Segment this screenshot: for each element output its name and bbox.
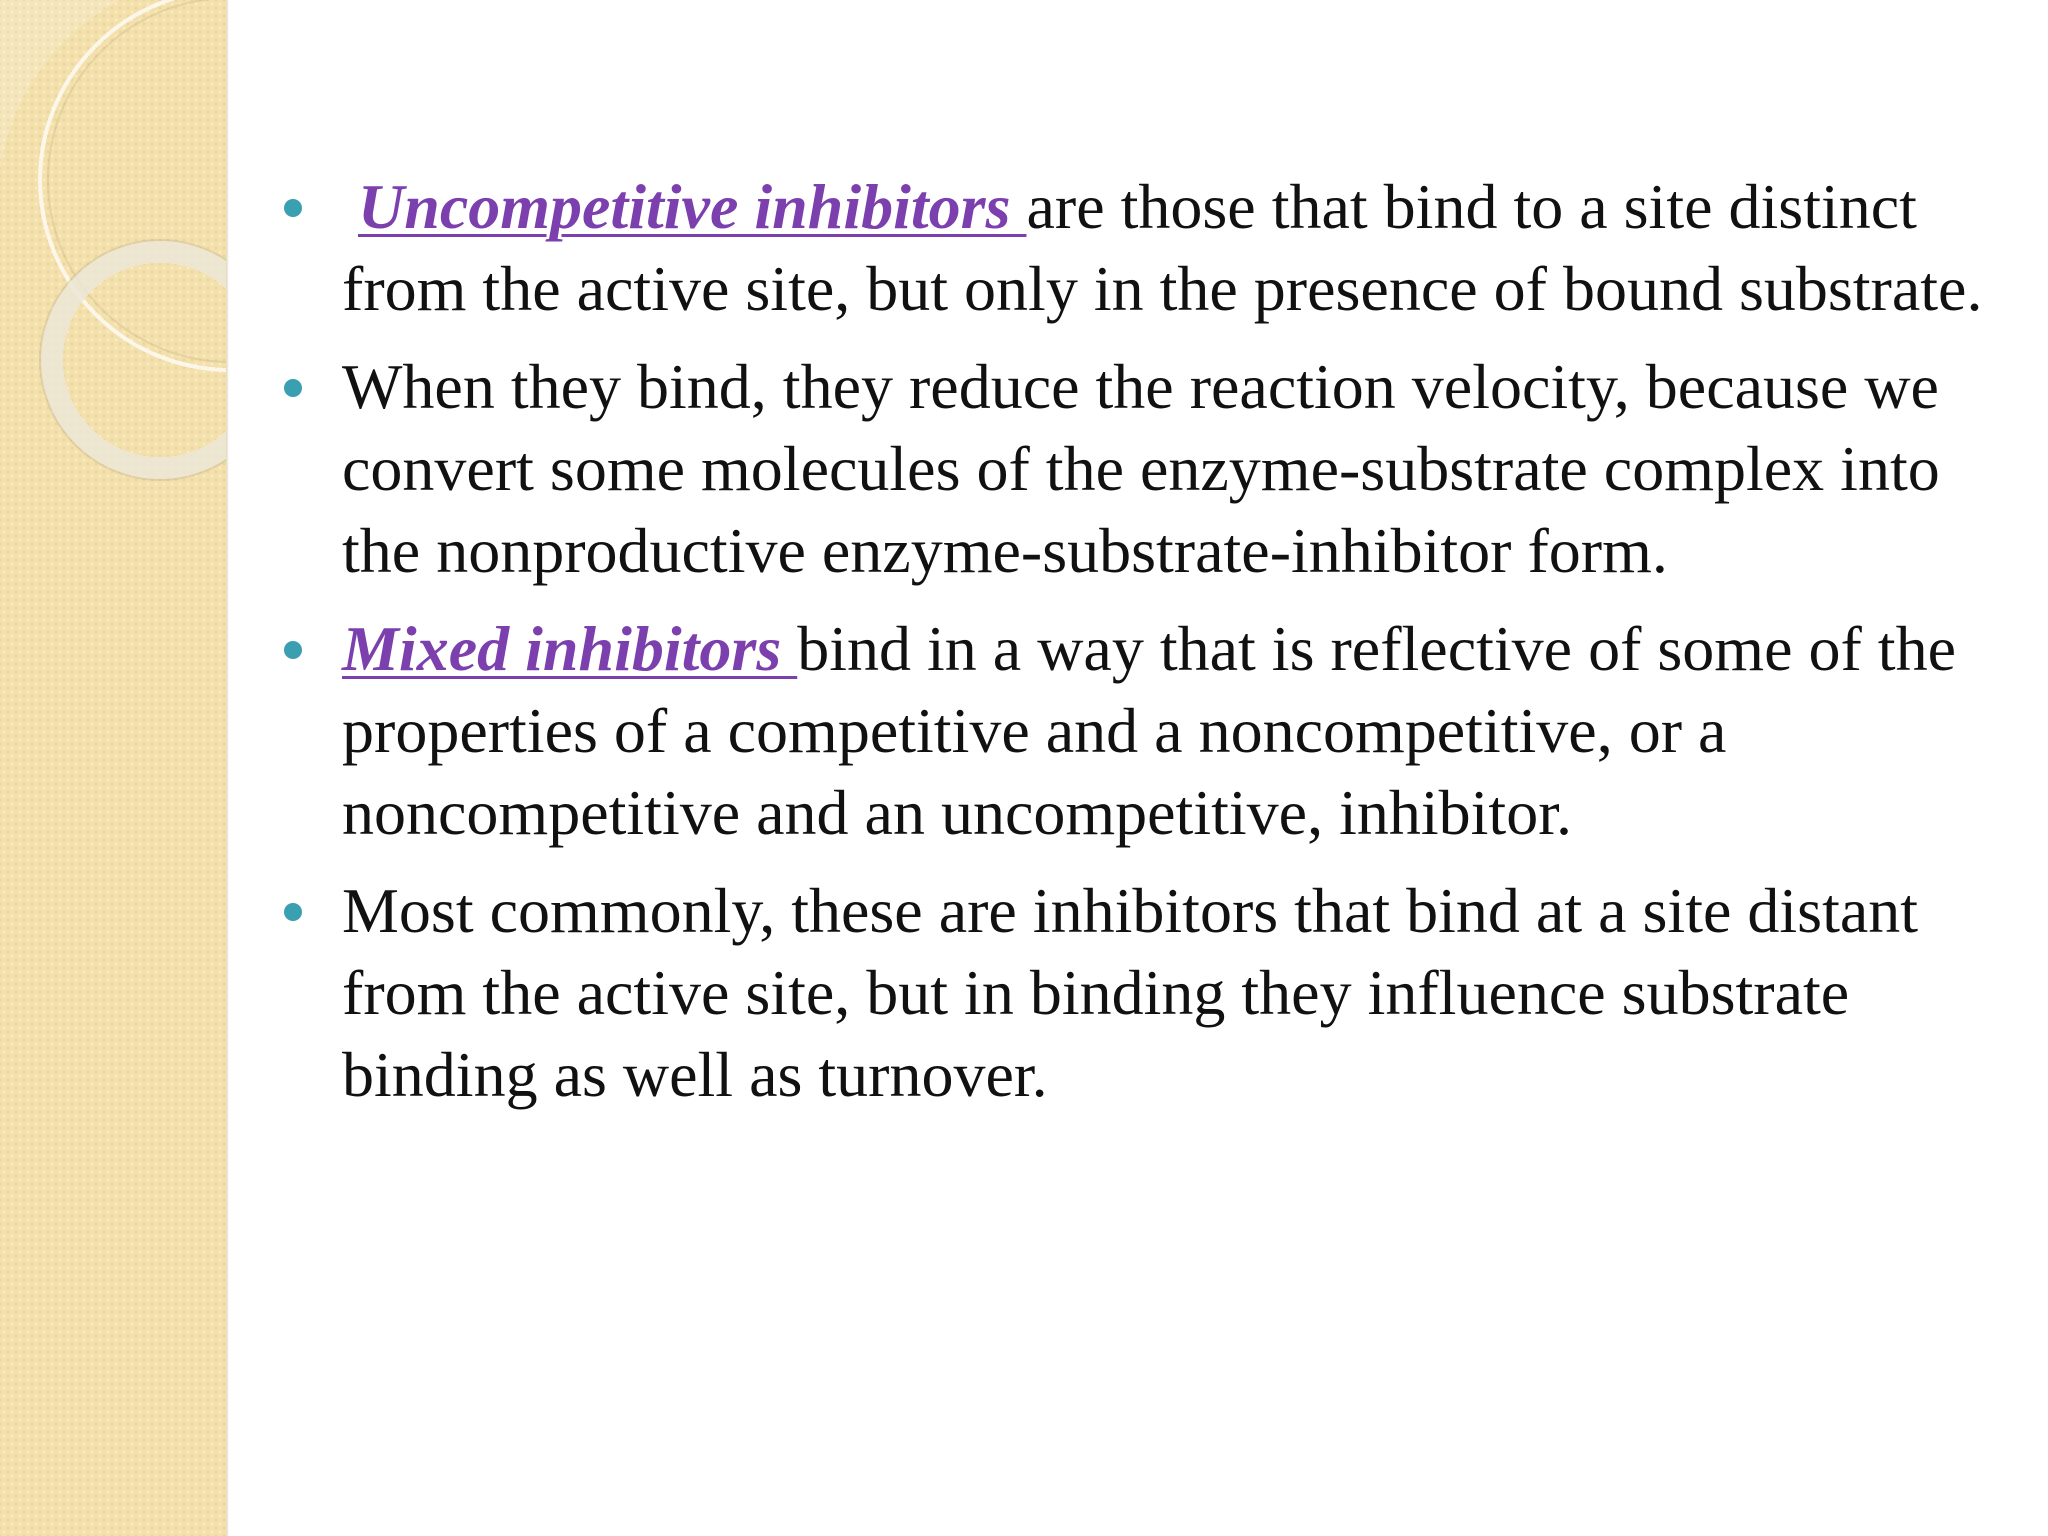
bullet-item — [268, 608, 1988, 854]
bullet-dot-icon — [284, 379, 302, 397]
slide-content — [268, 166, 1988, 1132]
bullet-text: Most commonly, these are inhibitors that bind at a site distant from the active site, but in binding they influence substrate binding as well as turnover. — [342, 875, 1919, 1110]
bullet-text: are those that bind to a site distinct from the active site, but only in the presence of bound substrate. — [342, 171, 1983, 324]
bullet-dot-icon — [284, 641, 302, 659]
bullet-list — [268, 166, 1988, 1116]
decorative-circles — [0, 0, 226, 520]
term-mixed-inhibitors: Mixed inhibitors — [342, 613, 798, 684]
side-band-edge — [226, 0, 229, 1536]
bullet-item — [268, 870, 1988, 1116]
bullet-item — [268, 346, 1988, 592]
term-uncompetitive-inhibitors: Uncompetitive inhibitors — [358, 171, 1027, 242]
bullet-text: When they bind, they reduce the reaction velocity, because we convert some molecules of the enzyme-substrate complex into the nonproductive enzyme-substrate-inhibitor form. — [342, 351, 1940, 586]
bullet-text: bind in a way that is reflective of some of the properties of a competitive and a noncompetitive, or a noncompetitive and an uncompetitive, inhibitor. — [342, 613, 1956, 848]
bullet-item — [268, 166, 1988, 330]
bullet-dot-icon — [284, 903, 302, 921]
bullet-dot-icon — [284, 199, 302, 217]
